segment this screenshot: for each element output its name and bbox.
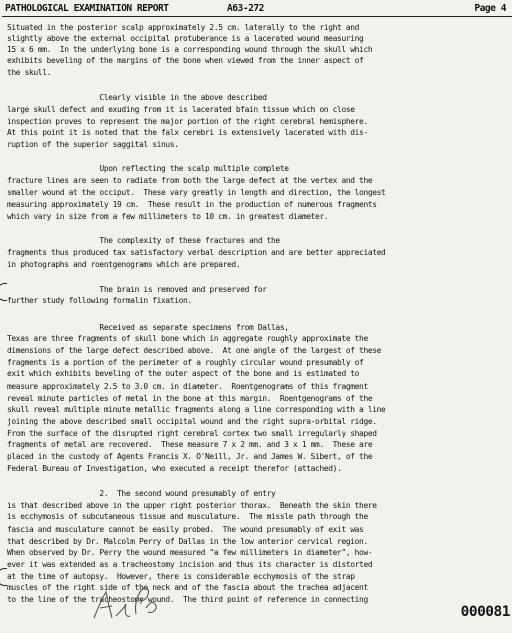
report-line: From the surface of the disrupted right cerebral cortex two small irregularly shaped bbox=[7, 428, 377, 438]
report-line: inspection proves to represent the major portion of the right cerebral hemisphere. bbox=[7, 116, 368, 126]
report-line: When observed by Dr. Perry the wound measured "a few millimeters in diameter", how- bbox=[7, 548, 373, 558]
page-header bbox=[5, 3, 506, 17]
report-line: Upon reflecting the scalp multiple complete bbox=[7, 164, 289, 174]
report-line: the skull. bbox=[7, 68, 52, 77]
handwritten-initials bbox=[86, 578, 166, 628]
report-line: ever it was extended as a tracheostomy incision and thus its character is distorted bbox=[7, 559, 373, 569]
report-line: slightly above the external occipital protuberance is a lacerated wound measuring bbox=[7, 33, 364, 43]
report-line: At this point it is noted that the falx cerebri is extensively lacerated with dis- bbox=[7, 128, 368, 138]
report-line: in photographs and roentgenograms which are prepared. bbox=[7, 259, 241, 269]
report-line: fragments of metal are recovered. These measure 7 x 2 mm. and 3 x 1 mm. These are bbox=[7, 440, 373, 450]
report-line: which vary in size from a few millimeters to 10 cm. in greatest diameter. bbox=[7, 211, 329, 221]
report-line: to the line of the tracheostomy wound. The third point of reference in connecting bbox=[7, 595, 368, 604]
report-line: further study following formalin fixation. bbox=[7, 296, 192, 306]
report-line: is ecchymosis of subcutaneous tissue and musculature. The missle path through the bbox=[7, 512, 368, 522]
report-line: Situated in the posterior scalp approximately 2.5 cm. laterally to the right and bbox=[7, 23, 360, 32]
case-number: A63-272 bbox=[227, 3, 264, 14]
report-line: 15 x 6 mm. In the underlying bone is a corresponding wound through the skull which bbox=[7, 44, 373, 54]
report-title: PATHOLOGICAL EXAMINATION REPORT bbox=[5, 3, 169, 14]
report-line: at the time of autopsy. However, there is considerable ecchymosis of the strap bbox=[7, 571, 355, 581]
report-line: fragments is a portion of the perimeter of a roughly circular wound presumably of bbox=[7, 357, 364, 367]
header-rule bbox=[2, 16, 512, 17]
report-line: reveal minute particles of metal in the bone at this margin. Roentgenograms of the bbox=[7, 393, 373, 403]
report-line: exit which exhibits beveling of the outer aspect of the bone and is estimated to bbox=[7, 369, 360, 379]
report-line: ruption of the superior saggital sinus. bbox=[7, 139, 179, 149]
report-line: joining the above described small occipital wound and the right supra-orbital ridge. bbox=[7, 416, 377, 426]
report-line: Received as separate specimens from Dallas, bbox=[7, 322, 289, 332]
page-number: Page 4 bbox=[474, 3, 506, 14]
report-line: fragments thus produced tax satisfactory verbal description and are better appreciated bbox=[7, 247, 386, 257]
report-line: exhibits beveling of the margins of the bone when viewed from the inner aspect of bbox=[7, 56, 364, 66]
report-line: placed in the custody of Agents Francis X. O'Neill, Jr. and James W. Sibert, of the bbox=[7, 452, 373, 461]
report-line: Texas are three fragments of skull bone which in aggregate roughly approximate the bbox=[7, 334, 368, 344]
report-line: Clearly visible in the above described bbox=[7, 93, 267, 103]
report-line: large skull defect and exuding from it is lacerated bfain tissue which on close bbox=[7, 104, 355, 114]
report-line: 2. The second wound presumably of entry bbox=[7, 488, 276, 498]
report-line: smaller wound at the occiput. These vary greatly in length and direction, the longest bbox=[7, 187, 386, 197]
report-line: skull reveal multiple minute metallic fragments along a line corresponding with a line bbox=[7, 405, 386, 415]
report-line: fascia and musculature cannot be easily probed. The wound presumably of exit was bbox=[7, 524, 364, 534]
binder-hole-mark bbox=[0, 568, 7, 586]
report-line: is that described above in the upper right posterior thorax. Beneath the skin there bbox=[7, 500, 377, 510]
report-line: muscles of the right side of the neck and of the fascia about the trachea adjacent bbox=[7, 583, 368, 593]
report-line: that described by Dr. Malcolm Perry of Dallas in the low anterior cervical region. bbox=[7, 536, 368, 546]
binder-hole-mark bbox=[0, 283, 7, 301]
page-stamp-number: 000081 bbox=[460, 604, 510, 620]
report-line: measure approximately 2.5 to 3.0 cm. in diameter. Roentgenograms of this fragment bbox=[7, 381, 368, 391]
report-line: dimensions of the large defect described above. At one angle of the largest of these bbox=[7, 345, 382, 355]
report-line: The complexity of these fractures and the bbox=[7, 236, 280, 246]
report-line: The brain is removed and preserved for bbox=[7, 284, 267, 294]
report-line: fracture lines are seen to radiate from both the large defect at the vertex and the bbox=[7, 175, 373, 185]
report-line: measuring approximately 19 cm. These result in the production of numerous fragments bbox=[7, 200, 377, 210]
report-line: Federal Bureau of Investigation, who executed a receipt therefor (attached). bbox=[7, 463, 342, 473]
